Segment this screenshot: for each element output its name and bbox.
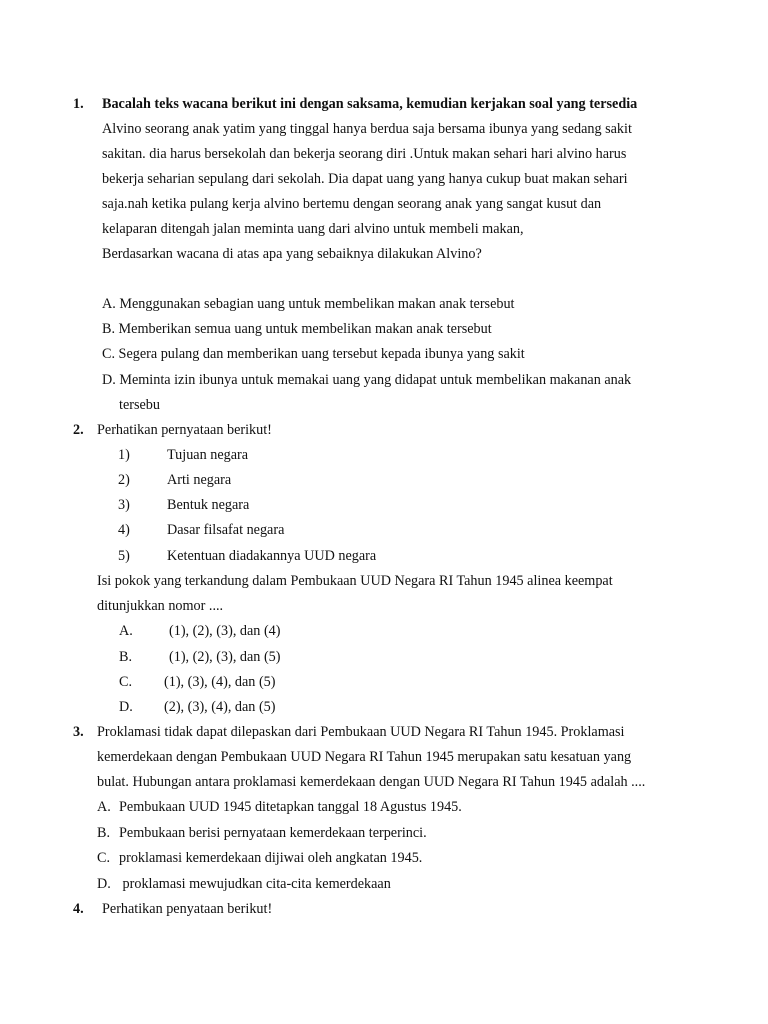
- passage-line: bekerja seharian sepulang dari sekolah. Dia dapat uang yang hanya cukup buat makan sehari: [102, 171, 628, 187]
- passage-line: saja.nah ketika pulang kerja alvino bertemu dengan seorang anak yang sangat kusut dan: [102, 196, 602, 212]
- statement-text: Dasar filsafat negara: [167, 522, 285, 538]
- question-4-intro: Perhatikan penyataan berikut!: [102, 901, 273, 917]
- statement-number: 2): [118, 472, 130, 488]
- statement-number: 4): [118, 522, 130, 538]
- option-text: (1), (2), (3), dan (5): [169, 649, 281, 665]
- question-1-instruction: Bacalah teks wacana berikut ini dengan saksama, kemudian kerjakan soal yang tersedia: [102, 96, 638, 112]
- question-2-text: Isi pokok yang terkandung dalam Pembukaan UUD Negara RI Tahun 1945 alinea keempat: [97, 573, 613, 589]
- option-letter: A.: [119, 623, 133, 639]
- option-d: D. Meminta izin ibunya untuk memakai uang yang didapat untuk membelikan makanan anak: [102, 372, 632, 388]
- question-2-text: ditunjukkan nomor ....: [97, 598, 224, 614]
- question-3-text: bulat. Hubungan antara proklamasi kemerdekaan dengan UUD Negara RI Tahun 1945 adalah ....: [97, 774, 646, 790]
- statement-number: 3): [118, 497, 130, 513]
- passage-line: sakitan. dia harus bersekolah dan bekerja seorang diri .Untuk makan sehari hari alvino harus: [102, 146, 627, 162]
- statement-text: Tujuan negara: [167, 447, 249, 463]
- statement-number: 1): [118, 447, 130, 463]
- question-3-text: Proklamasi tidak dapat dilepaskan dari Pembukaan UUD Negara RI Tahun 1945. Proklamasi: [97, 724, 625, 740]
- question-2-number: 2.: [73, 422, 84, 438]
- option-letter: B.: [119, 649, 133, 665]
- passage-line: kelaparan ditengah jalan meminta uang dari alvino untuk membeli makan,: [102, 221, 524, 237]
- option-letter: B.: [97, 825, 111, 841]
- question-1-number: 1.: [73, 96, 84, 112]
- option-a: A. Menggunakan sebagian uang untuk membelikan makan anak tersebut: [102, 296, 515, 312]
- option-text: proklamasi mewujudkan cita-cita kemerdekaan: [119, 876, 391, 892]
- passage-line: Alvino seorang anak yatim yang tinggal hanya berdua saja bersama ibunya yang sedang sakit: [102, 121, 632, 137]
- question-1-text: Berdasarkan wacana di atas apa yang sebaiknya dilakukan Alvino?: [102, 246, 482, 262]
- option-text: (1), (2), (3), dan (4): [169, 623, 281, 639]
- option-text: proklamasi kemerdekaan dijiwai oleh angkatan 1945.: [119, 850, 423, 866]
- question-3-text: kemerdekaan dengan Pembukaan UUD Negara RI Tahun 1945 merupakan satu kesatuan yang: [97, 749, 632, 765]
- option-letter: D.: [97, 876, 111, 892]
- statement-text: Bentuk negara: [167, 497, 250, 513]
- question-3-number: 3.: [73, 724, 84, 740]
- option-text: (1), (3), (4), dan (5): [164, 674, 276, 690]
- question-4-number: 4.: [73, 901, 84, 917]
- option-letter: C.: [119, 674, 133, 690]
- option-letter: C.: [97, 850, 111, 866]
- option-c: C. Segera pulang dan memberikan uang tersebut kepada ibunya yang sakit: [102, 346, 525, 362]
- option-b: B. Memberikan semua uang untuk membelikan makan anak tersebut: [102, 321, 492, 337]
- option-text: (2), (3), (4), dan (5): [164, 699, 276, 715]
- option-text: Pembukaan UUD 1945 ditetapkan tanggal 18 Agustus 1945.: [119, 799, 462, 815]
- option-letter: A.: [97, 799, 111, 815]
- statement-number: 5): [118, 548, 130, 564]
- option-letter: D.: [119, 699, 133, 715]
- statement-text: Arti negara: [167, 472, 232, 488]
- option-text: Pembukaan berisi pernyataan kemerdekaan terperinci.: [119, 825, 427, 841]
- question-2-intro: Perhatikan pernyataan berikut!: [97, 422, 272, 438]
- option-d-continuation: tersebu: [119, 397, 160, 413]
- statement-text: Ketentuan diadakannya UUD negara: [167, 548, 377, 564]
